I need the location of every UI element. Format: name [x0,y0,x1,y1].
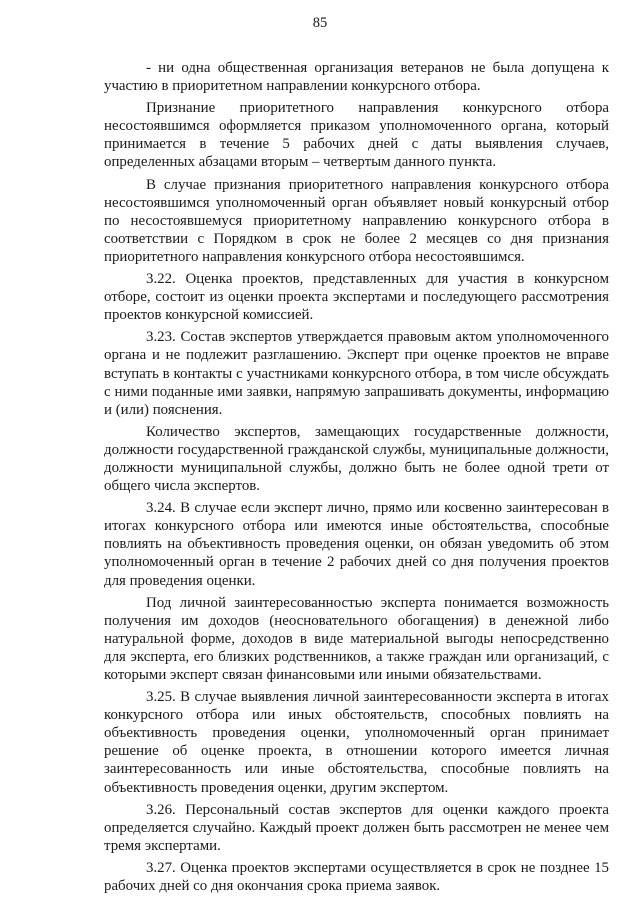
paragraph-3-27: 3.27. Оценка проектов экспертами осуществляется в срок не позднее 15 рабочих дней со дня окончания срока приема заявок. [104,859,609,895]
paragraph-3-26: 3.26. Персональный состав экспертов для оценки каждого проекта определяется случайно. Каждый проект должен быть рассмотрен не менее чем тремя экспертами. [104,801,609,854]
paragraph-experts-count: Количество экспертов, замещающих государственные должности, должности государственной гражданской службы, муниципальные должности, должности муниципальной службы, должно быть не более одной трети от общего числа экспертов. [104,423,609,495]
paragraph-personal-interest: Под личной заинтересованностью эксперта понимается возможность получения им доходов (неосновательного обогащения) в денежной либо натуральной форме, доходов в виде материальной выгоды непосредственно для эксперта, его близких родственников, а также граждан или организаций, с которыми эксперт связан финансовыми или иными обязательствами. [104,594,609,683]
paragraph-3-23: 3.23. Состав экспертов утверждается правовым актом уполномоченного органа и не подлежит разглашению. Эксперт при оценке проектов не вправе вступать в контакты с участниками конкурсного отбора, в том числе обсуждать с ними поданные ими заявки, напрямую запрашивать документы, информацию и (или) пояснения. [104,329,609,418]
paragraph-3-25: 3.25. В случае выявления личной заинтересованности эксперта в итогах конкурсного отбора или иных обстоятельств, способных повлиять на объективность проведения оценки, уполномоченный орган принимает решение об оценке проекта, в отношении которого имеется личная заинтересованность или иные обстоятельства, способные повлиять на объективность проведения оценки, другим экспертом. [104,689,609,796]
paragraph-recognition: Признание приоритетного направления конкурсного отбора несостоявшимся оформляется приказом уполномоченного органа, который принимается в течение 5 рабочих дней с даты выявления случаев, определенных абзацами вторым – четвертым данного пункта. [104,100,609,171]
paragraph-3-24: 3.24. В случае если эксперт лично, прямо или косвенно заинтересован в итогах конкурсного отбора или имеются иные обстоятельства, способные повлиять на объективность проведения оценки, он обязан уведомить об этом уполномоченный орган в течение 2 рабочих дней со дня получения проектов для проведения оценки. [104,500,609,589]
paragraph-dash-item: - ни одна общественная организация ветеранов не была допущена к участию в приоритетном направлении конкурсного отбора. [104,60,609,95]
page-number: 85 [312,15,328,31]
paragraph-new-selection: В случае признания приоритетного направления конкурсного отбора несостоявшимся уполномоченный орган объявляет новый конкурсный отбор по несостоявшемуся приоритетному направлению конкурсного отбора в соответствии с Порядком в срок не более 2 месяцев со дня признания приоритетного направления конкурсного отбора несостоявшимся. [104,176,609,265]
paragraph-3-22: 3.22. Оценка проектов, представленных для участия в конкурсном отборе, состоит из оценки проекта экспертами и последующего рассмотрения проектов конкурсной комиссией. [104,271,609,324]
document-body [104,59,609,899]
